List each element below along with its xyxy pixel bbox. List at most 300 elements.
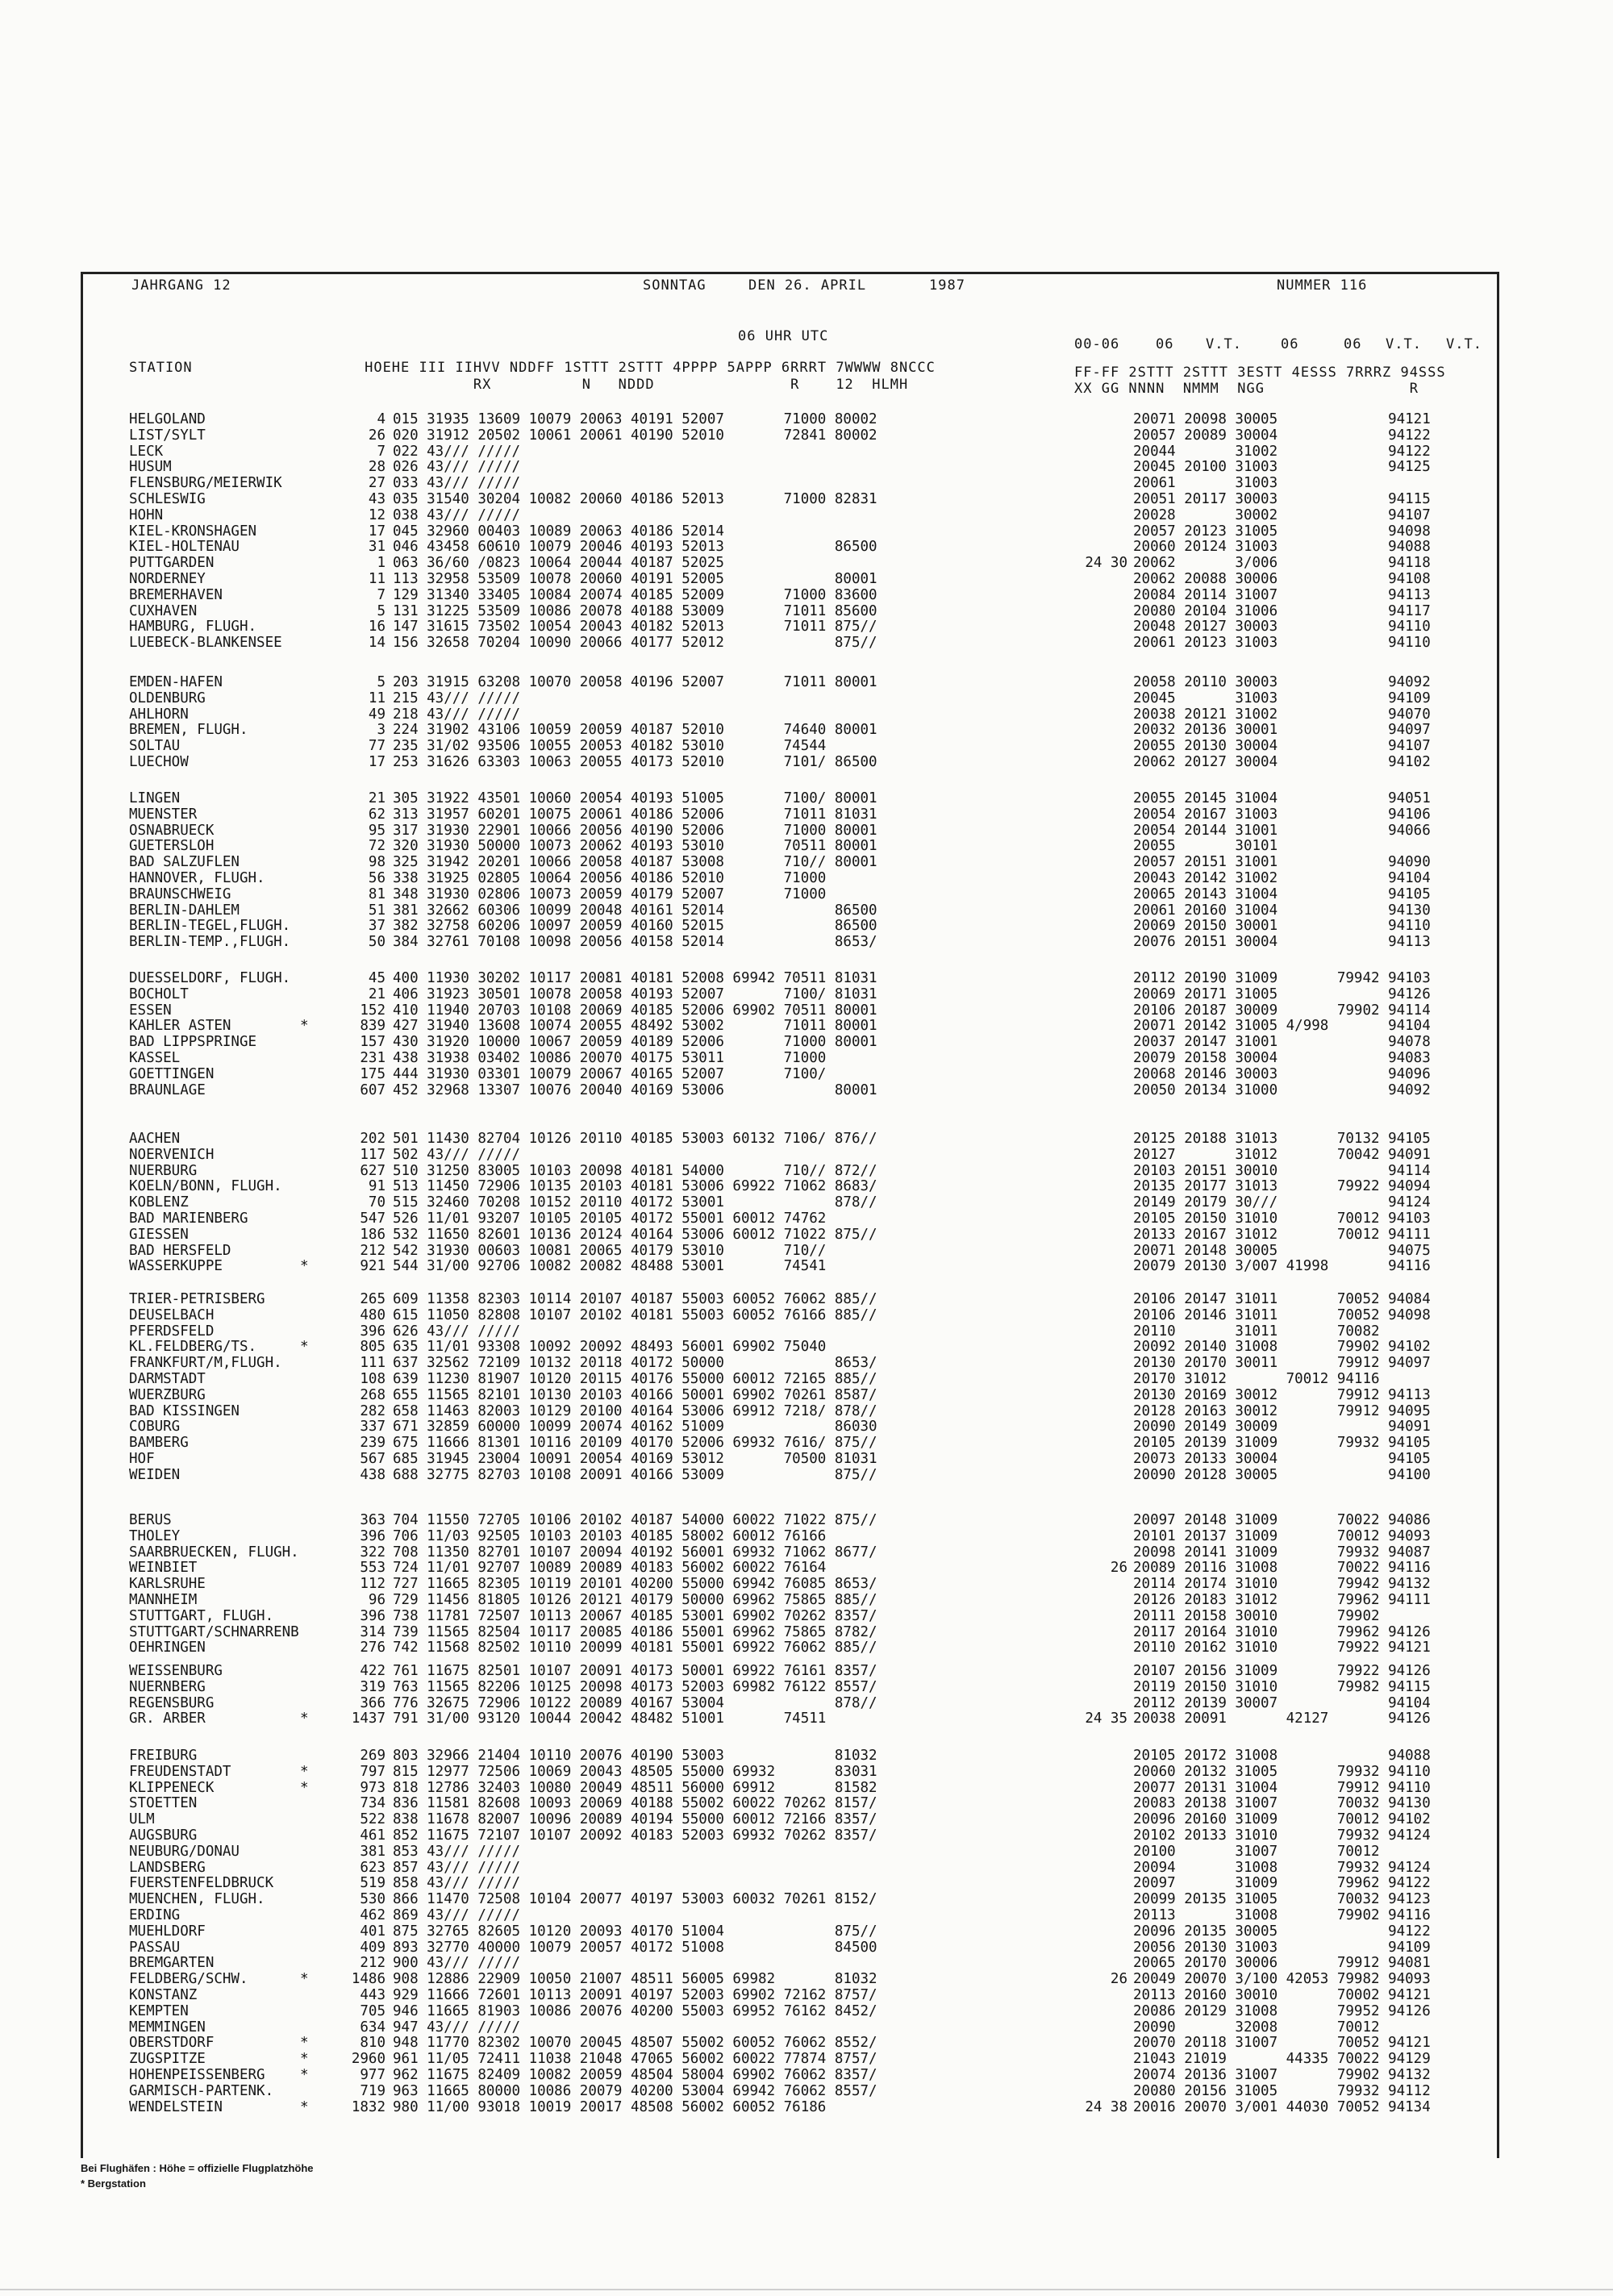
station-row [0, 1663, 1613, 1679]
synop-left-groups: 609 11358 82303 10114 20107 40187 55003 60052 76062 885// [393, 1291, 877, 1307]
synop-right-groups: 20043 20142 31002 94104 [1133, 870, 1431, 886]
station-row [0, 1528, 1613, 1544]
synop-left-groups: 875 32765 82605 10120 20093 40170 51004 875// [393, 1923, 877, 1940]
station-height: 21 [368, 985, 386, 1002]
station-name: THOLEY [129, 1527, 181, 1544]
synop-left-groups: 515 32460 70208 10152 20110 40172 53001 878// [393, 1194, 877, 1211]
station-row [0, 1435, 1613, 1451]
synop-left-groups: 224 31902 43106 10059 20059 40187 52010 74640 80001 [393, 722, 877, 739]
synop-right-groups: 20090 20149 30009 94091 [1133, 1419, 1431, 1436]
station-row [0, 986, 1613, 1002]
station-name: MEMMINGEN [129, 2019, 206, 2036]
station-row [0, 1844, 1613, 1860]
group-vt3: V.T. [1446, 336, 1482, 352]
synop-right-groups: 20096 20135 30005 94122 [1133, 1923, 1431, 1940]
synop-left-groups: 501 11430 82704 10126 20110 40185 53003 60132 7106/ 876// [393, 1131, 877, 1147]
synop-left-groups: 038 43/// ///// [393, 506, 521, 523]
synop-left-groups: 147 31615 73502 10054 20043 40182 52013 71011 875// [393, 619, 877, 635]
synop-left-groups: 218 43/// ///// [393, 706, 521, 723]
synop-right-groups: 20130 20169 30012 79912 94113 [1133, 1386, 1431, 1403]
station-name: PUTTGARDEN [129, 555, 215, 572]
station-height: 337 [360, 1419, 386, 1436]
station-height: 381 [360, 1843, 386, 1860]
station-name: KIEL-KRONSHAGEN [129, 523, 257, 540]
station-name: SAARBRUECKEN, FLUGH. [129, 1544, 299, 1561]
station-row [0, 1194, 1613, 1211]
station-name: OEHRINGEN [129, 1640, 206, 1656]
synop-left-groups: 513 11450 72906 10135 20103 40181 53006 69922 71062 8683/ [393, 1178, 877, 1195]
mountain-station-marker: * [300, 2067, 309, 2083]
station-height: 5 [377, 674, 386, 690]
synop-left-groups: 532 11650 82601 10136 20124 40164 53006 60012 71022 875// [393, 1226, 877, 1243]
mountain-station-marker: * [300, 1018, 309, 1035]
synop-left-groups: 215 43/// ///// [393, 690, 521, 706]
synop-right-groups: 20097 31009 79962 94122 [1133, 1875, 1431, 1892]
nummer: NUMMER 116 [1277, 277, 1368, 294]
synop-right-groups: 20130 20170 30011 79912 94097 [1133, 1355, 1431, 1372]
synop-left-groups: 235 31/02 93506 10055 20053 40182 53010 74544 [393, 738, 827, 755]
synop-left-groups: 026 43/// ///// [393, 459, 521, 476]
synop-right-groups: 20057 20089 30004 94122 [1133, 427, 1431, 444]
station-row [0, 1371, 1613, 1387]
station-height: 21 [368, 790, 386, 806]
station-name: BRAUNSCHWEIG [129, 885, 231, 902]
station-name: LUEBECK-BLANKENSEE [129, 635, 282, 652]
station-height: 81 [368, 885, 386, 902]
station-name: BAMBERG [129, 1435, 189, 1452]
station-row [0, 491, 1613, 507]
station-height: 1486 [351, 1971, 386, 1988]
station-row [0, 1971, 1613, 1987]
station-row [0, 444, 1613, 460]
station-name: BAD KISSINGEN [129, 1402, 240, 1419]
synop-left-groups: 742 11568 82502 10110 20099 40181 55001 69922 76062 885// [393, 1640, 877, 1656]
synop-left-groups: 615 11050 82808 10107 20102 40181 55003 60052 76166 885// [393, 1306, 877, 1323]
station-height: 705 [360, 2002, 386, 2019]
station-row [0, 1891, 1613, 1907]
station-row [0, 1323, 1613, 1340]
station-row [0, 854, 1613, 870]
station-row [0, 790, 1613, 806]
station-row [0, 411, 1613, 427]
station-row [0, 555, 1613, 571]
station-height: 98 [368, 854, 386, 871]
station-name: KIEL-HOLTENAU [129, 539, 240, 556]
station-row [0, 886, 1613, 902]
synop-left-groups: 729 11456 81805 10126 20121 40179 50000 69962 75865 885// [393, 1592, 877, 1608]
synop-right-groups: 20071 20148 30005 94075 [1133, 1242, 1431, 1259]
station-height: 2960 [351, 2051, 386, 2068]
right-col-header-1: FF-FF 2STTT 2STTT 3ESTT 4ESSS 7RRRZ 94SSS [1074, 365, 1446, 381]
synop-right-groups: 20092 20140 31008 79902 94102 [1133, 1339, 1431, 1356]
station-name: KARLSRUHE [129, 1576, 206, 1593]
mountain-station-marker: * [300, 2051, 309, 2068]
synop-left-groups: 253 31626 63303 10063 20055 40173 52010 7101/ 86500 [393, 754, 877, 770]
synop-right-groups: 20113 20160 30010 70002 94121 [1133, 1987, 1431, 2003]
station-name: KOELN/BONN, FLUGH. [129, 1178, 282, 1195]
synop-left-groups: 320 31930 50000 10073 20062 40193 53010 70511 80001 [393, 838, 877, 855]
synop-left-groups: 022 43/// ///// [393, 443, 521, 460]
station-name: DEUSELBACH [129, 1306, 215, 1323]
station-height: 95 [368, 822, 386, 839]
station-name: FELDBERG/SCHW. [129, 1971, 248, 1988]
synop-right-groups: 20016 20070 3/001 44030 70052 94134 [1133, 2098, 1431, 2115]
station-height: 12 [368, 506, 386, 523]
station-name: LINGEN [129, 790, 181, 806]
station-height: 16 [368, 619, 386, 635]
station-height: 212 [360, 1242, 386, 1259]
station-height: 96 [368, 1592, 386, 1608]
station-row [0, 1258, 1613, 1274]
station-height: 3 [377, 722, 386, 739]
synop-left-groups: 658 11463 82003 10129 20100 40164 53006 69912 7218/ 878// [393, 1402, 877, 1419]
station-height: 805 [360, 1339, 386, 1356]
station-name: ZUGSPITZE [129, 2051, 206, 2068]
station-name: DARMSTADT [129, 1371, 206, 1387]
synop-right-groups: 20127 31012 70042 94091 [1133, 1146, 1431, 1163]
synop-right-groups: 20062 3/006 94118 [1133, 555, 1431, 572]
station-row [0, 1560, 1613, 1576]
synop-right-groups: 20062 20088 30006 94108 [1133, 571, 1431, 587]
synop-right-groups: 21043 21019 44335 70022 94129 [1133, 2051, 1431, 2068]
synop-right-groups: 20058 20110 30003 94092 [1133, 674, 1431, 690]
station-name: BREMEN, FLUGH. [129, 722, 248, 739]
station-row [0, 674, 1613, 690]
station-name: BAD HERSFELD [129, 1242, 231, 1259]
station-row [0, 539, 1613, 555]
station-height: 175 [360, 1065, 386, 1082]
station-name: EMDEN-HAFEN [129, 674, 223, 690]
synop-right-groups: 20107 20156 31009 79922 94126 [1133, 1663, 1431, 1679]
synop-right-groups: 20100 31007 70012 [1133, 1843, 1380, 1860]
station-height: 977 [360, 2067, 386, 2083]
synop-right-groups: 20110 31011 70082 [1133, 1323, 1380, 1340]
station-row [0, 706, 1613, 723]
synop-left-groups: 542 31930 00603 10081 20065 40179 53010 710// [393, 1242, 827, 1259]
synop-right-groups: 20060 20124 31003 94088 [1133, 539, 1431, 556]
synop-right-groups: 20080 20156 31005 79932 94112 [1133, 2082, 1431, 2099]
station-height: 547 [360, 1211, 386, 1227]
station-name: LUECHOW [129, 754, 189, 770]
station-height: 719 [360, 2082, 386, 2099]
synop-right-groups: 20112 20139 30007 94104 [1133, 1694, 1431, 1711]
station-height: 438 [360, 1466, 386, 1483]
synop-right-groups: 20089 20116 31008 70022 94116 [1133, 1560, 1431, 1577]
station-name: AUGSBURG [129, 1827, 198, 1844]
station-height: 62 [368, 806, 386, 823]
station-name: WASSERKUPPE [129, 1258, 223, 1275]
station-height: 396 [360, 1607, 386, 1624]
station-height: 212 [360, 1955, 386, 1972]
station-height: 112 [360, 1576, 386, 1593]
synop-left-groups: 838 11678 82007 10096 20089 40194 55000 60012 72166 8357/ [393, 1811, 877, 1828]
synop-right-groups: 20032 20136 30001 94097 [1133, 722, 1431, 739]
station-row [0, 571, 1613, 587]
station-row [0, 2099, 1613, 2115]
synop-left-groups: 675 11666 81301 10116 20109 40170 52006 69932 7616/ 875// [393, 1435, 877, 1452]
synop-left-groups: 893 32770 40000 10079 20057 40172 51008 84500 [393, 1939, 877, 1956]
station-height: 1 [377, 555, 386, 572]
synop-right-groups: 20038 20091 42127 94126 [1133, 1711, 1431, 1727]
synop-left-groups: 203 31915 63208 10070 20058 40196 52007 71011 80001 [393, 674, 877, 690]
station-name: KL.FELDBERG/TS. [129, 1339, 257, 1356]
station-row [0, 918, 1613, 934]
station-name: HUSUM [129, 459, 172, 476]
synop-right-groups: 20125 20188 31013 70132 94105 [1133, 1131, 1431, 1147]
station-row [0, 1624, 1613, 1640]
station-name: BERLIN-DAHLEM [129, 902, 240, 919]
station-height: 37 [368, 918, 386, 935]
synop-right-groups: 20098 20141 31009 79932 94087 [1133, 1544, 1431, 1561]
synop-right-groups: 20079 20158 30004 94083 [1133, 1050, 1431, 1066]
station-height: 461 [360, 1827, 386, 1844]
synop-right-groups: 20083 20138 31007 70032 94130 [1133, 1795, 1431, 1812]
station-height: 7 [377, 443, 386, 460]
synop-left-groups: 763 11565 82206 10125 20098 40173 52003 69982 76122 8557/ [393, 1678, 877, 1695]
station-row [0, 523, 1613, 540]
station-name: KAHLER ASTEN [129, 1018, 231, 1035]
synop-left-groups: 410 11940 20703 10108 20069 40185 52006 69902 70511 80001 [393, 1002, 877, 1019]
synop-right-groups: 20071 20098 30005 94121 [1133, 411, 1431, 427]
station-row [0, 1640, 1613, 1656]
synop-right-groups: 20101 20137 31009 70012 94093 [1133, 1527, 1431, 1544]
synop-left-groups: 113 32958 53509 10078 20060 40191 52005 80001 [393, 571, 877, 587]
synop-right-groups: 20055 20145 31004 94051 [1133, 790, 1431, 806]
station-name: HOF [129, 1451, 155, 1467]
synop-right-groups: 20071 20142 31005 4/998 94104 [1133, 1018, 1431, 1035]
station-name: BERLIN-TEMP.,FLUGH. [129, 934, 291, 951]
station-name: STUTTGART, FLUGH. [129, 1607, 274, 1624]
station-height: 530 [360, 1891, 386, 1908]
station-height: 396 [360, 1323, 386, 1340]
synop-right-groups: 20048 20127 30003 94110 [1133, 619, 1431, 635]
station-height: 607 [360, 1081, 386, 1098]
synop-right-groups: 20054 20167 31003 94106 [1133, 806, 1431, 823]
synop-left-groups: 156 32658 70204 10090 20066 40177 52012 875// [393, 635, 877, 652]
synop-right-groups: 20069 20171 31005 94126 [1133, 985, 1431, 1002]
synop-right-groups: 20045 20100 31003 94125 [1133, 459, 1431, 476]
station-row [0, 2067, 1613, 2083]
group-vt2: V.T. [1386, 336, 1422, 352]
station-row [0, 1034, 1613, 1050]
mountain-station-marker: * [300, 1763, 309, 1780]
synop-right-groups: 20113 31008 79902 94116 [1133, 1907, 1431, 1923]
station-name: GARMISCH-PARTENK. [129, 2082, 274, 2099]
station-height: 839 [360, 1018, 386, 1035]
synop-left-groups: 947 43/// ///// [393, 2019, 521, 2036]
station-row [0, 2019, 1613, 2036]
synop-left-groups: 836 11581 82608 10093 20069 40188 55002 60022 70262 8157/ [393, 1795, 877, 1812]
station-row [0, 1679, 1613, 1695]
synop-left-groups: 688 32775 82703 10108 20091 40166 53009 875// [393, 1466, 877, 1483]
station-height: 202 [360, 1131, 386, 1147]
station-name: KLIPPENECK [129, 1779, 215, 1796]
synop-right-groups: 20133 20167 31012 70012 94111 [1133, 1226, 1431, 1243]
mountain-station-marker: * [300, 1258, 309, 1275]
synop-right-groups: 20069 20150 30001 94110 [1133, 918, 1431, 935]
station-row [0, 806, 1613, 823]
station-height: 27 [368, 475, 386, 492]
station-name: CUXHAVEN [129, 602, 198, 619]
station-row [0, 1860, 1613, 1876]
station-name: STOETTEN [129, 1795, 198, 1812]
synop-right-groups: 20076 20151 30004 94113 [1133, 934, 1431, 951]
station-height: 322 [360, 1544, 386, 1561]
station-row [0, 1940, 1613, 1956]
station-row [0, 934, 1613, 950]
station-row [0, 1403, 1613, 1419]
synop-right-groups: 20090 20128 30005 94100 [1133, 1466, 1431, 1483]
station-row [0, 838, 1613, 854]
synop-left-groups: 706 11/03 92505 10103 20103 40185 58002 60012 76166 [393, 1527, 827, 1544]
synop-left-groups: 791 31/00 93120 10044 20042 48482 51001 74511 [393, 1711, 827, 1727]
synop-right-groups: 20061 20123 31003 94110 [1133, 635, 1431, 652]
synop-right-groups: 20110 20162 31010 79922 94121 [1133, 1640, 1431, 1656]
station-height: 265 [360, 1291, 386, 1307]
station-row [0, 1987, 1613, 2003]
synop-left-groups: 544 31/00 92706 10082 20082 48488 53001 74541 [393, 1258, 827, 1275]
synop-right-groups: 20112 20190 31009 79942 94103 [1133, 970, 1431, 986]
station-row [0, 1764, 1613, 1780]
station-height: 276 [360, 1640, 386, 1656]
synop-left-groups: 427 31940 13608 10074 20055 48492 53002 71011 80001 [393, 1018, 877, 1035]
synop-left-groups: 818 12786 32403 10080 20049 48511 56000 69912 81582 [393, 1779, 877, 1796]
station-height: 282 [360, 1402, 386, 1419]
synop-left-groups: 526 11/01 93207 10105 20105 40172 55001 60012 74762 [393, 1211, 827, 1227]
station-row [0, 1147, 1613, 1163]
left-col-header-1: STATION HOEHE III IIHVV NDDFF 1STTT 2STTT 4PPPP 5APPP 6RRRT 7WWWW 8NCCC [129, 360, 936, 376]
synop-left-groups: 510 31250 83005 10103 20098 40181 54000 710// 872// [393, 1162, 877, 1179]
synop-left-groups: 739 11565 82504 10117 20085 40186 55001 69962 75865 8782/ [393, 1623, 877, 1640]
station-name: ERDING [129, 1907, 181, 1923]
station-row [0, 970, 1613, 986]
station-height: 17 [368, 523, 386, 540]
mountain-station-marker: * [300, 1971, 309, 1988]
synop-left-groups: 406 31923 30501 10078 20058 40193 52007 7100/ 81031 [393, 985, 877, 1002]
mountain-station-marker: * [300, 1779, 309, 1796]
station-height: 11 [368, 571, 386, 587]
station-row [0, 1576, 1613, 1592]
station-name: NUERBURG [129, 1162, 198, 1179]
synop-left-groups: 637 32562 72109 10132 20118 40172 50000 8653/ [393, 1355, 877, 1372]
station-height: 1832 [351, 2098, 386, 2115]
station-row [0, 1419, 1613, 1435]
station-name: KOBLENZ [129, 1194, 189, 1211]
synop-right-groups: 20074 20136 31007 79902 94132 [1133, 2067, 1431, 2083]
synop-right-groups: 20070 20118 31007 70052 94121 [1133, 2035, 1431, 2052]
station-row [0, 1544, 1613, 1561]
station-row [0, 902, 1613, 919]
station-height: 111 [360, 1355, 386, 1372]
ff-gust: 26 [1110, 1560, 1127, 1577]
station-name: DUESSELDORF, FLUGH. [129, 970, 291, 986]
day: SONNTAG [643, 277, 706, 294]
synop-right-groups: 20061 20160 31004 94130 [1133, 902, 1431, 919]
synop-left-groups: 438 31938 03402 10086 20070 40175 53011 71000 [393, 1050, 827, 1066]
synop-right-groups: 20055 30101 [1133, 838, 1278, 855]
station-name: WENDELSTEIN [129, 2098, 223, 2115]
station-name: BREMERHAVEN [129, 586, 223, 603]
synop-left-groups: 015 31935 13609 10079 20063 40191 52007 71000 80002 [393, 411, 877, 427]
station-row [0, 1955, 1613, 1971]
mountain-station-marker: * [300, 1711, 309, 1727]
synop-right-groups: 20105 20150 31010 70012 94103 [1133, 1211, 1431, 1227]
synop-right-groups: 20114 20174 31010 79942 94132 [1133, 1576, 1431, 1593]
synop-right-groups: 20065 20143 31004 94105 [1133, 885, 1431, 902]
station-height: 319 [360, 1678, 386, 1695]
station-name: FREUDENSTADT [129, 1763, 231, 1780]
synop-right-groups: 20135 20177 31013 79922 94094 [1133, 1178, 1431, 1195]
synop-left-groups: 852 11675 72107 10107 20092 40183 52003 69932 70262 8357/ [393, 1827, 877, 1844]
synop-right-groups: 20106 20147 31011 70052 94084 [1133, 1291, 1431, 1307]
station-name: FREIBURG [129, 1748, 198, 1764]
station-name: LANDSBERG [129, 1859, 206, 1876]
station-height: 363 [360, 1512, 386, 1528]
synop-right-groups: 20084 20114 31007 94113 [1133, 586, 1431, 603]
station-row [0, 2003, 1613, 2019]
group-0006: 00-06 [1074, 336, 1120, 352]
synop-right-groups: 20126 20183 31012 79962 94111 [1133, 1592, 1431, 1608]
station-name: SOLTAU [129, 738, 181, 755]
station-height: 152 [360, 1002, 386, 1019]
station-height: 50 [368, 934, 386, 951]
synop-left-groups: 853 43/// ///// [393, 1843, 521, 1860]
synop-left-groups: 724 11/01 92707 10089 20089 40183 56002 60022 76164 [393, 1560, 827, 1577]
station-name: FRANKFURT/M,FLUGH. [129, 1355, 282, 1372]
synop-right-groups: 20099 20135 31005 70032 94123 [1133, 1891, 1431, 1908]
synop-right-groups: 20065 20170 30006 79912 94081 [1133, 1955, 1431, 1972]
station-name: HELGOLAND [129, 411, 206, 427]
synop-right-groups: 20096 20160 31009 70012 94102 [1133, 1811, 1431, 1828]
station-name: BREMGARTEN [129, 1955, 215, 1972]
synop-left-groups: 626 43/// ///// [393, 1323, 521, 1340]
station-row [0, 635, 1613, 651]
left-col-header-2: RX N NDDD R 12 HLMH [129, 377, 909, 393]
station-height: 77 [368, 738, 386, 755]
station-height: 797 [360, 1763, 386, 1780]
station-name: GIESSEN [129, 1226, 189, 1243]
synop-left-groups: 961 11/05 72411 11038 21048 47065 56002 60022 77874 8757/ [393, 2051, 877, 2068]
synop-left-groups: 384 32761 70108 10098 20056 40158 52014 8653/ [393, 934, 877, 951]
station-name: PASSAU [129, 1939, 181, 1956]
station-name: BAD MARIENBERG [129, 1211, 248, 1227]
station-name: BAD LIPPSPRINGE [129, 1034, 257, 1051]
station-row [0, 690, 1613, 706]
synop-right-groups: 20149 20179 30/// 94124 [1133, 1194, 1431, 1211]
synop-right-groups: 20038 20121 31002 94070 [1133, 706, 1431, 723]
station-row [0, 459, 1613, 475]
station-height: 28 [368, 459, 386, 476]
station-row [0, 1827, 1613, 1844]
station-name: HOHENPEISSENBERG [129, 2067, 265, 2083]
station-height: 117 [360, 1146, 386, 1163]
station-row [0, 754, 1613, 770]
synop-right-groups: 20117 20164 31010 79962 94126 [1133, 1623, 1431, 1640]
station-row [0, 1512, 1613, 1528]
station-row [0, 427, 1613, 444]
station-name: GR. ARBER [129, 1711, 206, 1727]
synop-left-groups: 382 32758 60206 10097 20059 40160 52015 86500 [393, 918, 877, 935]
synop-left-groups: 761 11675 82501 10107 20091 40173 50001 69922 76161 8357/ [393, 1663, 877, 1679]
synop-right-groups: 20057 20123 31005 94098 [1133, 523, 1431, 540]
station-row [0, 2083, 1613, 2099]
station-height: 973 [360, 1779, 386, 1796]
synop-left-groups: 803 32966 21404 10110 20076 40190 53003 81032 [393, 1748, 877, 1764]
station-name: ULM [129, 1811, 155, 1828]
group-06a: 06 [1156, 336, 1174, 352]
station-height: 634 [360, 2019, 386, 2036]
station-row [0, 722, 1613, 738]
